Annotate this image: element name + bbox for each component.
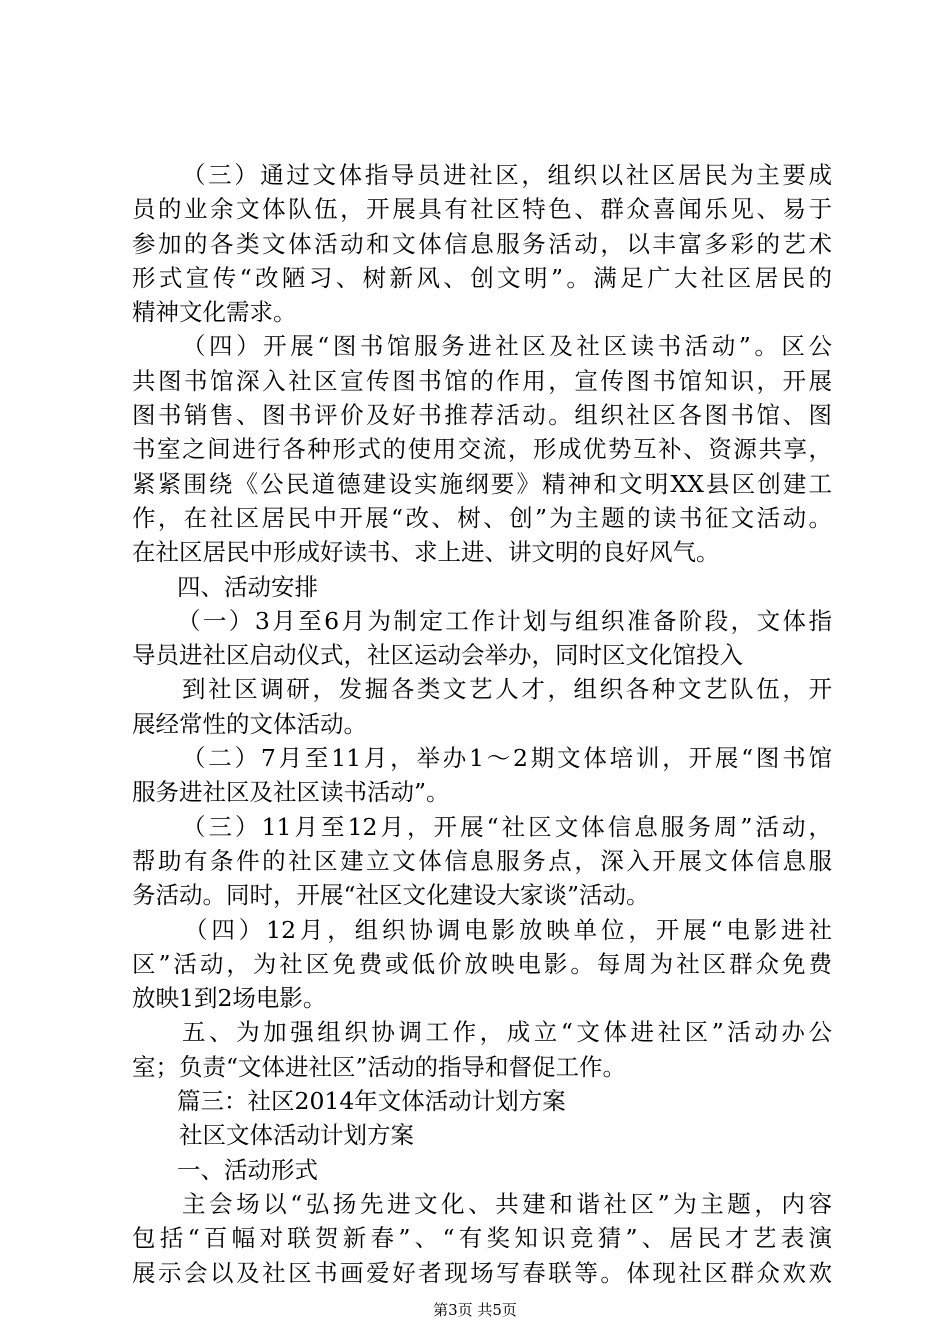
text-line: 到社区调研，发掘各类文艺人才，组织各种文艺队伍，开: [182, 675, 832, 704]
text-line: 图书销售、图书评价及好书推荐活动。组织社区各图书馆、图: [132, 401, 832, 430]
text-line: 员的业余文体队伍，开展具有社区特色、群众喜闻乐见、易于: [132, 195, 832, 224]
text-line: 共图书馆深入社区宣传图书馆的作用，宣传图书馆知识，开展: [132, 366, 832, 395]
text-line: 帮助有条件的社区建立文体信息服务点，深入开展文体信息服: [132, 846, 832, 875]
text-line: 在社区居民中形成好读书、求上进、讲文明的良好风气。: [132, 538, 720, 567]
text-line: 四、活动安排: [177, 572, 318, 601]
text-line: （一）3月至6月为制定工作计划与组织准备阶段，文体指: [177, 606, 832, 635]
text-line: 社区文体活动计划方案: [179, 1121, 414, 1150]
text-line: （三）11月至12月，开展“社区文体信息服务周”活动，: [182, 812, 832, 841]
text-line: 一、活动形式: [177, 1155, 318, 1184]
text-line: 包括“百幅对联贺新春”、“有奖知识竞猜”、居民才艺表演: [132, 1224, 832, 1253]
text-line: 精神文化需求。: [132, 298, 297, 327]
text-line: 紧紧围绕《公民道德建设实施纲要》精神和文明XX县区创建工: [132, 469, 832, 498]
text-line: （四）开展“图书馆服务进社区及社区读书活动”。区公: [182, 332, 832, 361]
text-line: 五、为加强组织协调工作，成立“文体进社区”活动办公: [182, 1018, 832, 1047]
text-line: 参加的各类文体活动和文体信息服务活动，以丰富多彩的艺术: [132, 229, 832, 258]
text-line: 形式宣传“改陋习、树新风、创文明”。满足广大社区居民的: [132, 263, 832, 292]
text-line: 区”活动，为社区免费或低价放映电影。每周为社区群众免费: [132, 949, 832, 978]
text-line: 作，在社区居民中开展“改、树、创”为主题的读书征文活动。: [132, 503, 832, 532]
text-line: 室；负责“文体进社区”活动的指导和督促工作。: [132, 1052, 627, 1081]
text-line: 主会场以“弘扬先进文化、共建和谐社区”为主题，内容: [182, 1189, 832, 1218]
text-line: 务活动。同时，开展“社区文化建设大家谈”活动。: [132, 881, 650, 910]
text-line: 服务进社区及社区读书活动”。: [132, 778, 450, 807]
text-line: 篇三：社区2014年文体活动计划方案: [177, 1087, 566, 1116]
text-line: 放映1到2场电影。: [132, 984, 327, 1013]
text-line: （三）通过文体指导员进社区，组织以社区居民为主要成: [182, 161, 832, 189]
text-line: （四）12月，组织协调电影放映单位，开展“电影进社: [184, 915, 832, 944]
text-line: 导员进社区启动仪式，社区运动会举办，同时区文化馆投入: [132, 641, 743, 670]
text-line: （二）7月至11月，举办1～2期文体培训，开展“图书馆: [182, 744, 832, 773]
text-line: 展示会以及社区书画爱好者现场写春联等。体现社区群众欢欢: [132, 1258, 832, 1287]
text-line: 书室之间进行各种形式的使用交流，形成优势互补、资源共享，: [132, 435, 832, 464]
body-text: [132, 158, 832, 1290]
page-footer: 第3页 共5页: [433, 1301, 517, 1319]
text-line: 展经常性的文体活动。: [132, 709, 367, 738]
